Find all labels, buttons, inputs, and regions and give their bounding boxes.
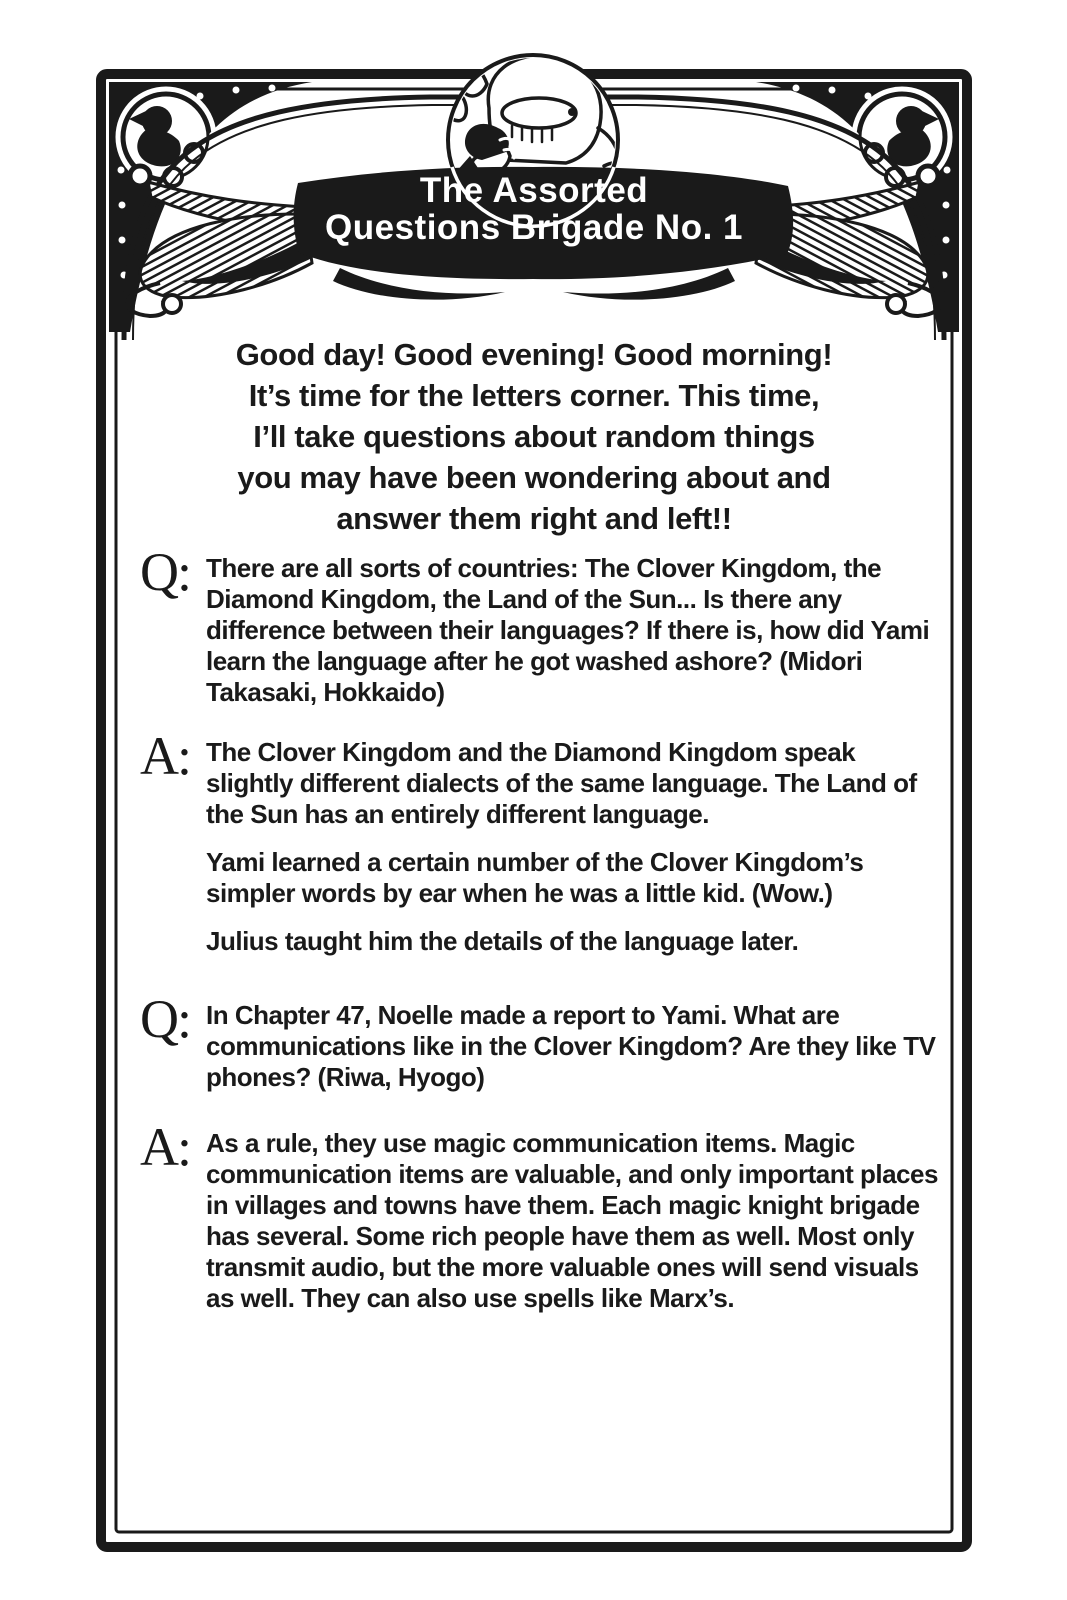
banner-title-line2: Questions Brigade No. 1 [325, 208, 743, 247]
intro-line: Good day! Good evening! Good morning! [235, 337, 833, 372]
answer-paragraph: Yami learned a certain number of the Clover Kingdom’s simpler words by ear when he was a little kid. (Wow.) [206, 847, 864, 908]
question-block-2 [140, 989, 946, 1093]
intro-line: I’ll take questions about random things [253, 419, 815, 454]
answer-block-1 [140, 726, 946, 957]
answer-label: A: [140, 1117, 190, 1177]
question-text: In Chapter 47, Noelle made a report to Yami. What are communications like in the Clover Kingdom? Are they like TV phones? (Riwa, Hyogo) [206, 1000, 936, 1092]
intro-line: answer them right and left!! [336, 501, 732, 536]
intro-line: It’s time for the letters corner. This time, [248, 378, 820, 413]
question-block-1 [140, 542, 946, 708]
intro-text [110, 334, 958, 539]
question-label: Q: [140, 989, 190, 1049]
answer-paragraph: Julius taught him the details of the language later. [206, 926, 799, 956]
answer-paragraph: The Clover Kingdom and the Diamond Kingdom speak slightly different dialects of the same language. The Land of the Sun has an entirely different language. [206, 737, 917, 829]
answer-label: A: [140, 726, 190, 786]
question-text: There are all sorts of countries: The Clover Kingdom, the Diamond Kingdom, the Land of the Sun... Is there any difference between their languages? If there is, how did Yami learn the language after he got washed ashore? (Midori Takasaki, Hokkaido) [206, 553, 930, 707]
answer-block-2 [140, 1117, 946, 1314]
intro-line: you may have been wondering about and [237, 460, 831, 495]
question-label: Q: [140, 542, 190, 602]
banner-title [234, 172, 834, 246]
answer-paragraph: As a rule, they use magic communication items. Magic communication items are valuable, and only important places in villages and towns have them. Each magic knight brigade has several. Some rich people have them as well. Most only transmit audio, but the more valuable ones will send visuals as well. They can also use spells like Marx’s. [206, 1128, 938, 1313]
banner-title-line1: The Assorted [419, 171, 649, 210]
